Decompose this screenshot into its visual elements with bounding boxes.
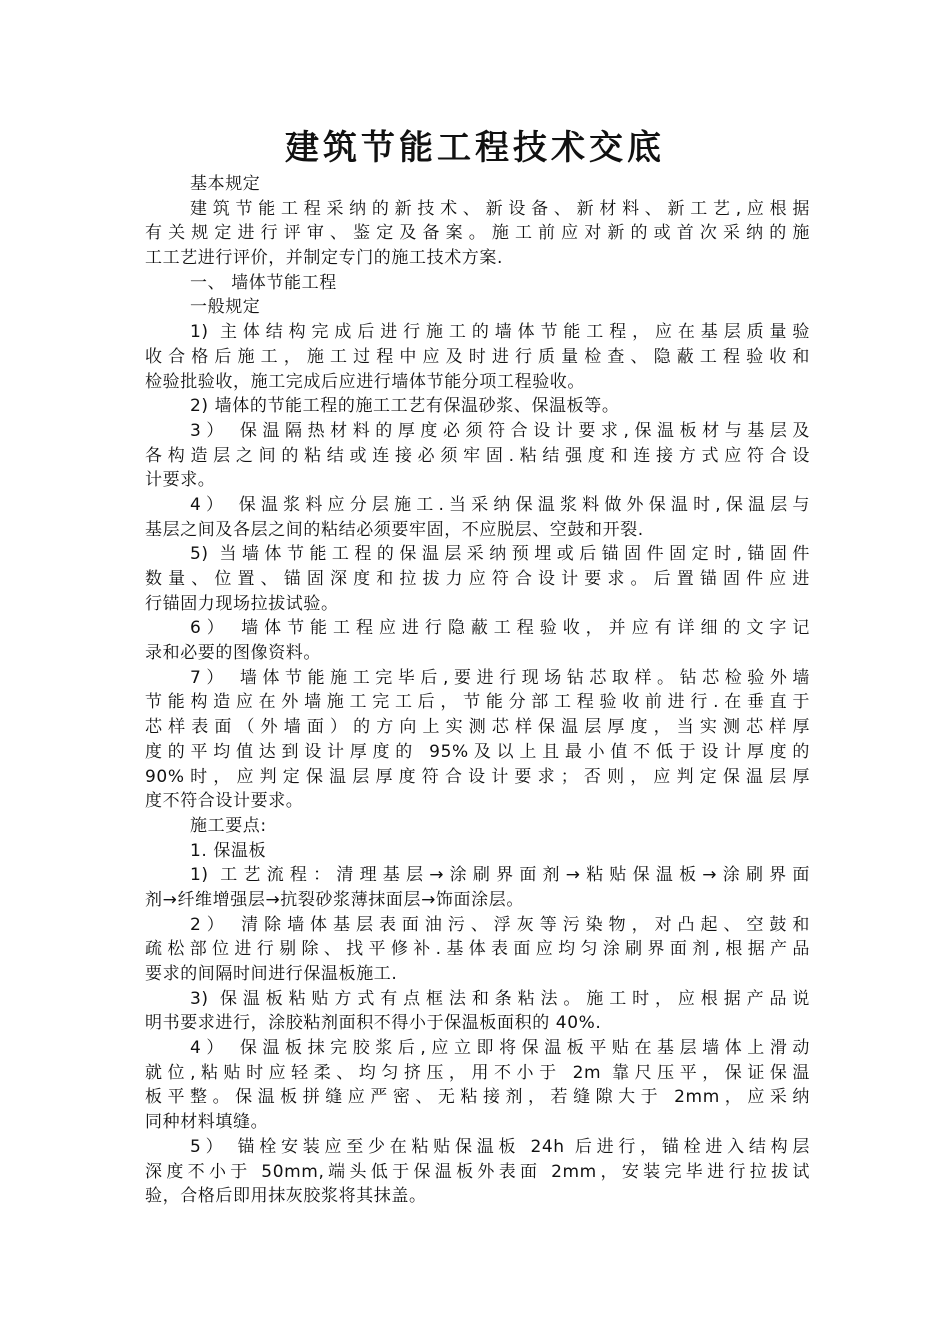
paragraph-line: 深度不小于 50mm,端头低于保温板外表面 2mm，安装完毕进行拉拔试 bbox=[145, 1161, 810, 1182]
paragraph-line: 就位,粘贴时应轻柔、均匀挤压，用不小于 2m 靠尺压平，保证保温 bbox=[145, 1062, 810, 1083]
paragraph-line: 疏松部位进行剔除、找平修补.基体表面应均匀涂刷界面剂,根据产品 bbox=[145, 939, 810, 960]
paragraph-line: 芯样表面（外墙面）的方向上实测芯样保温层厚度，当实测芯样厚 bbox=[145, 717, 810, 738]
document-title: 建筑节能工程技术交底 bbox=[285, 128, 665, 168]
paragraph-line: 7） 墙体节能施工完毕后,要进行现场钻芯取样。钻芯检验外墙 bbox=[190, 667, 810, 688]
paragraph-line: 度的平均值达到设计厚度的 95%及以上且最小值不低于设计厚度的 bbox=[145, 741, 810, 762]
paragraph-line: 1) 主体结构完成后进行施工的墙体节能工程，应在基层质量验 bbox=[190, 322, 810, 343]
paragraph-line: 剂→纤维增强层→抗裂砂浆薄抹面层→饰面涂层。 bbox=[145, 889, 524, 910]
paragraph-line: 90%时，应判定保温层厚度符合设计要求；否则，应判定保温层厚 bbox=[145, 766, 810, 787]
section-heading-basic-rules: 基本规定 bbox=[190, 174, 261, 194]
subheading-construction-points: 施工要点: bbox=[190, 815, 267, 836]
paragraph-line: 工工艺进行评价，并制定专门的施工技术方案. bbox=[145, 248, 504, 269]
paragraph-line: 行锚固力现场拉拔试验。 bbox=[145, 593, 339, 614]
paragraph-line: 板平整。保温板拼缝应严密、无粘接剂，若缝隙大于 2mm，应采纳 bbox=[145, 1087, 810, 1108]
paragraph-line: 6） 墙体节能工程应进行隐蔽工程验收，并应有详细的文字记 bbox=[190, 618, 810, 639]
paragraph-line: 数量、位置、锚固深度和拉拔力应符合设计要求。后置锚固件应进 bbox=[145, 569, 810, 589]
paragraph-line: 基层之间及各层之间的粘结必须要牢固，不应脱层、空鼓和开裂. bbox=[145, 519, 644, 540]
paragraph-line: 5) 当墙体节能工程的保温层采纳预埋或后锚固件固定时,锚固件 bbox=[190, 544, 810, 565]
paragraph-line: 3) 保温板粘贴方式有点框法和条粘法。施工时，应根据产品说 bbox=[190, 988, 810, 1009]
paragraph-line: 要求的间隔时间进行保温板施工. bbox=[145, 964, 398, 984]
section-heading-wall: 一、 墙体节能工程 bbox=[190, 272, 337, 293]
paragraph-line: 明书要求进行，涂胶粘剂面积不得小于保温板面积的 40%. bbox=[145, 1013, 602, 1034]
paragraph-line: 收合格后施工，施工过程中应及时进行质量检查、隐蔽工程验收和 bbox=[145, 346, 810, 367]
paragraph-line: 建筑节能工程采纳的新技术、新设备、新材料、新工艺,应根据 bbox=[190, 198, 810, 219]
paragraph-line: 有关规定进行评审、鉴定及备案。施工前应对新的或首次采纳的施 bbox=[145, 223, 810, 244]
paragraph-line: 5） 锚栓安装应至少在粘贴保温板 24h 后进行，锚栓进入结构层 bbox=[190, 1136, 810, 1157]
paragraph-line: 计要求。 bbox=[145, 470, 216, 491]
paragraph-line: 1) 工艺流程：清理基层→涂刷界面剂→粘贴保温板→涂刷界面 bbox=[190, 865, 810, 886]
paragraph-line: 4） 保温板抹完胶浆后,应立即将保温板平贴在基层墙体上滑动 bbox=[190, 1038, 810, 1059]
paragraph-line: 同种材料填缝。 bbox=[145, 1112, 269, 1133]
paragraph-line: 2) 墙体的节能工程的施工工艺有保温砂浆、保温板等。 bbox=[190, 396, 620, 417]
paragraph-line: 3） 保温隔热材料的厚度必须符合设计要求,保温板材与基层及 bbox=[190, 420, 810, 441]
paragraph-line: 各构造层之间的粘结或连接必须牢固.粘结强度和连接方式应符合设 bbox=[145, 445, 810, 466]
document-body bbox=[145, 172, 810, 1209]
paragraph-line: 度不符合设计要求。 bbox=[145, 791, 304, 812]
paragraph-line: 4） 保温浆料应分层施工.当采纳保温浆料做外保温时,保温层与 bbox=[190, 494, 810, 515]
subheading-insulation-board: 1. 保温板 bbox=[190, 840, 267, 861]
paragraph-line: 节能构造应在外墙施工完工后，节能分部工程验收前进行.在垂直于 bbox=[145, 692, 810, 713]
paragraph-line: 2） 清除墙体基层表面油污、浮灰等污染物，对凸起、空鼓和 bbox=[190, 914, 810, 935]
paragraph-line: 录和必要的图像资料。 bbox=[145, 643, 321, 664]
paragraph-line: 检验批验收，施工完成后应进行墙体节能分项工程验收。 bbox=[145, 371, 585, 392]
subheading-general-rules: 一般规定 bbox=[190, 297, 261, 318]
paragraph-line: 验，合格后即用抹灰胶浆将其抹盖。 bbox=[145, 1186, 427, 1207]
